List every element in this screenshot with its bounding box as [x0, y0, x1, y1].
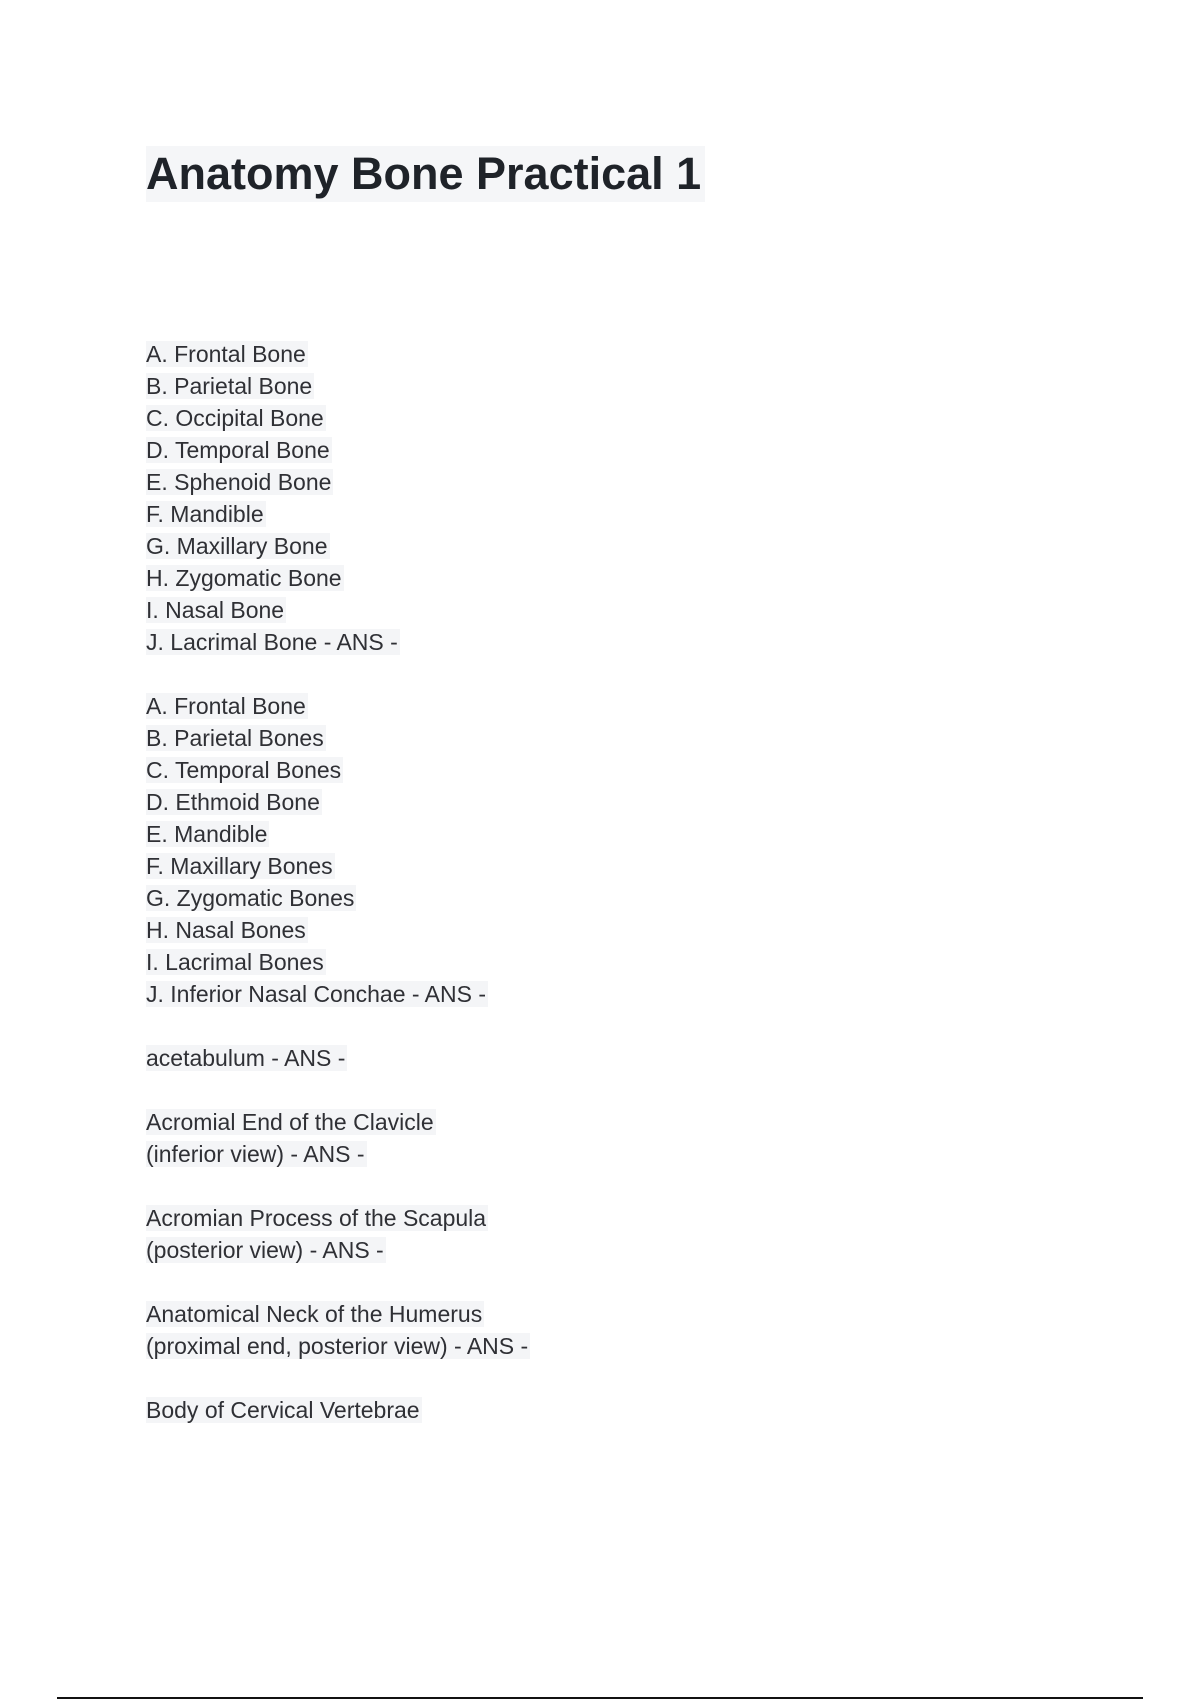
answer-line: B. Parietal Bone	[146, 373, 313, 399]
answer-line: A. Frontal Bone	[146, 341, 306, 367]
answer-line: Anatomical Neck of the Humerus	[146, 1301, 483, 1327]
answer-line: C. Occipital Bone	[146, 405, 324, 431]
answer-line: Acromial End of the Clavicle	[146, 1109, 434, 1135]
answer-line: J. Lacrimal Bone - ANS -	[146, 629, 398, 655]
answer-line: D. Temporal Bone	[146, 437, 330, 463]
answer-line: Body of Cervical Vertebrae	[146, 1397, 420, 1423]
question-block-1	[146, 338, 1046, 658]
question-block-4	[146, 1106, 1046, 1170]
answer-line: acetabulum - ANS -	[146, 1045, 346, 1071]
answer-line: I. Nasal Bone	[146, 597, 285, 623]
answer-line: (posterior view) - ANS -	[146, 1237, 384, 1263]
answer-line: G. Maxillary Bone	[146, 533, 328, 559]
answer-line: F. Mandible	[146, 501, 264, 527]
answer-line: E. Mandible	[146, 821, 268, 847]
answer-line: I. Lacrimal Bones	[146, 949, 324, 975]
answer-line: Acromian Process of the Scapula	[146, 1205, 487, 1231]
question-block-6	[146, 1298, 1046, 1362]
question-block-2	[146, 690, 1046, 1010]
question-block-5	[146, 1202, 1046, 1266]
answer-line: (inferior view) - ANS -	[146, 1141, 365, 1167]
question-block-3	[146, 1042, 1046, 1074]
answer-line: H. Zygomatic Bone	[146, 565, 342, 591]
answer-line: A. Frontal Bone	[146, 693, 306, 719]
answer-line: C. Temporal Bones	[146, 757, 342, 783]
answer-line: J. Inferior Nasal Conchae - ANS -	[146, 981, 487, 1007]
question-block-7	[146, 1394, 1046, 1426]
answer-line: G. Zygomatic Bones	[146, 885, 355, 911]
answer-line: (proximal end, posterior view) - ANS -	[146, 1333, 529, 1359]
answer-line: B. Parietal Bones	[146, 725, 324, 751]
footer-divider	[57, 1697, 1143, 1699]
answer-line: D. Ethmoid Bone	[146, 789, 320, 815]
answer-line: F. Maxillary Bones	[146, 853, 333, 879]
page-title: Anatomy Bone Practical 1	[146, 146, 705, 202]
answer-line: E. Sphenoid Bone	[146, 469, 332, 495]
answer-line: H. Nasal Bones	[146, 917, 306, 943]
document-content	[146, 338, 1046, 1426]
